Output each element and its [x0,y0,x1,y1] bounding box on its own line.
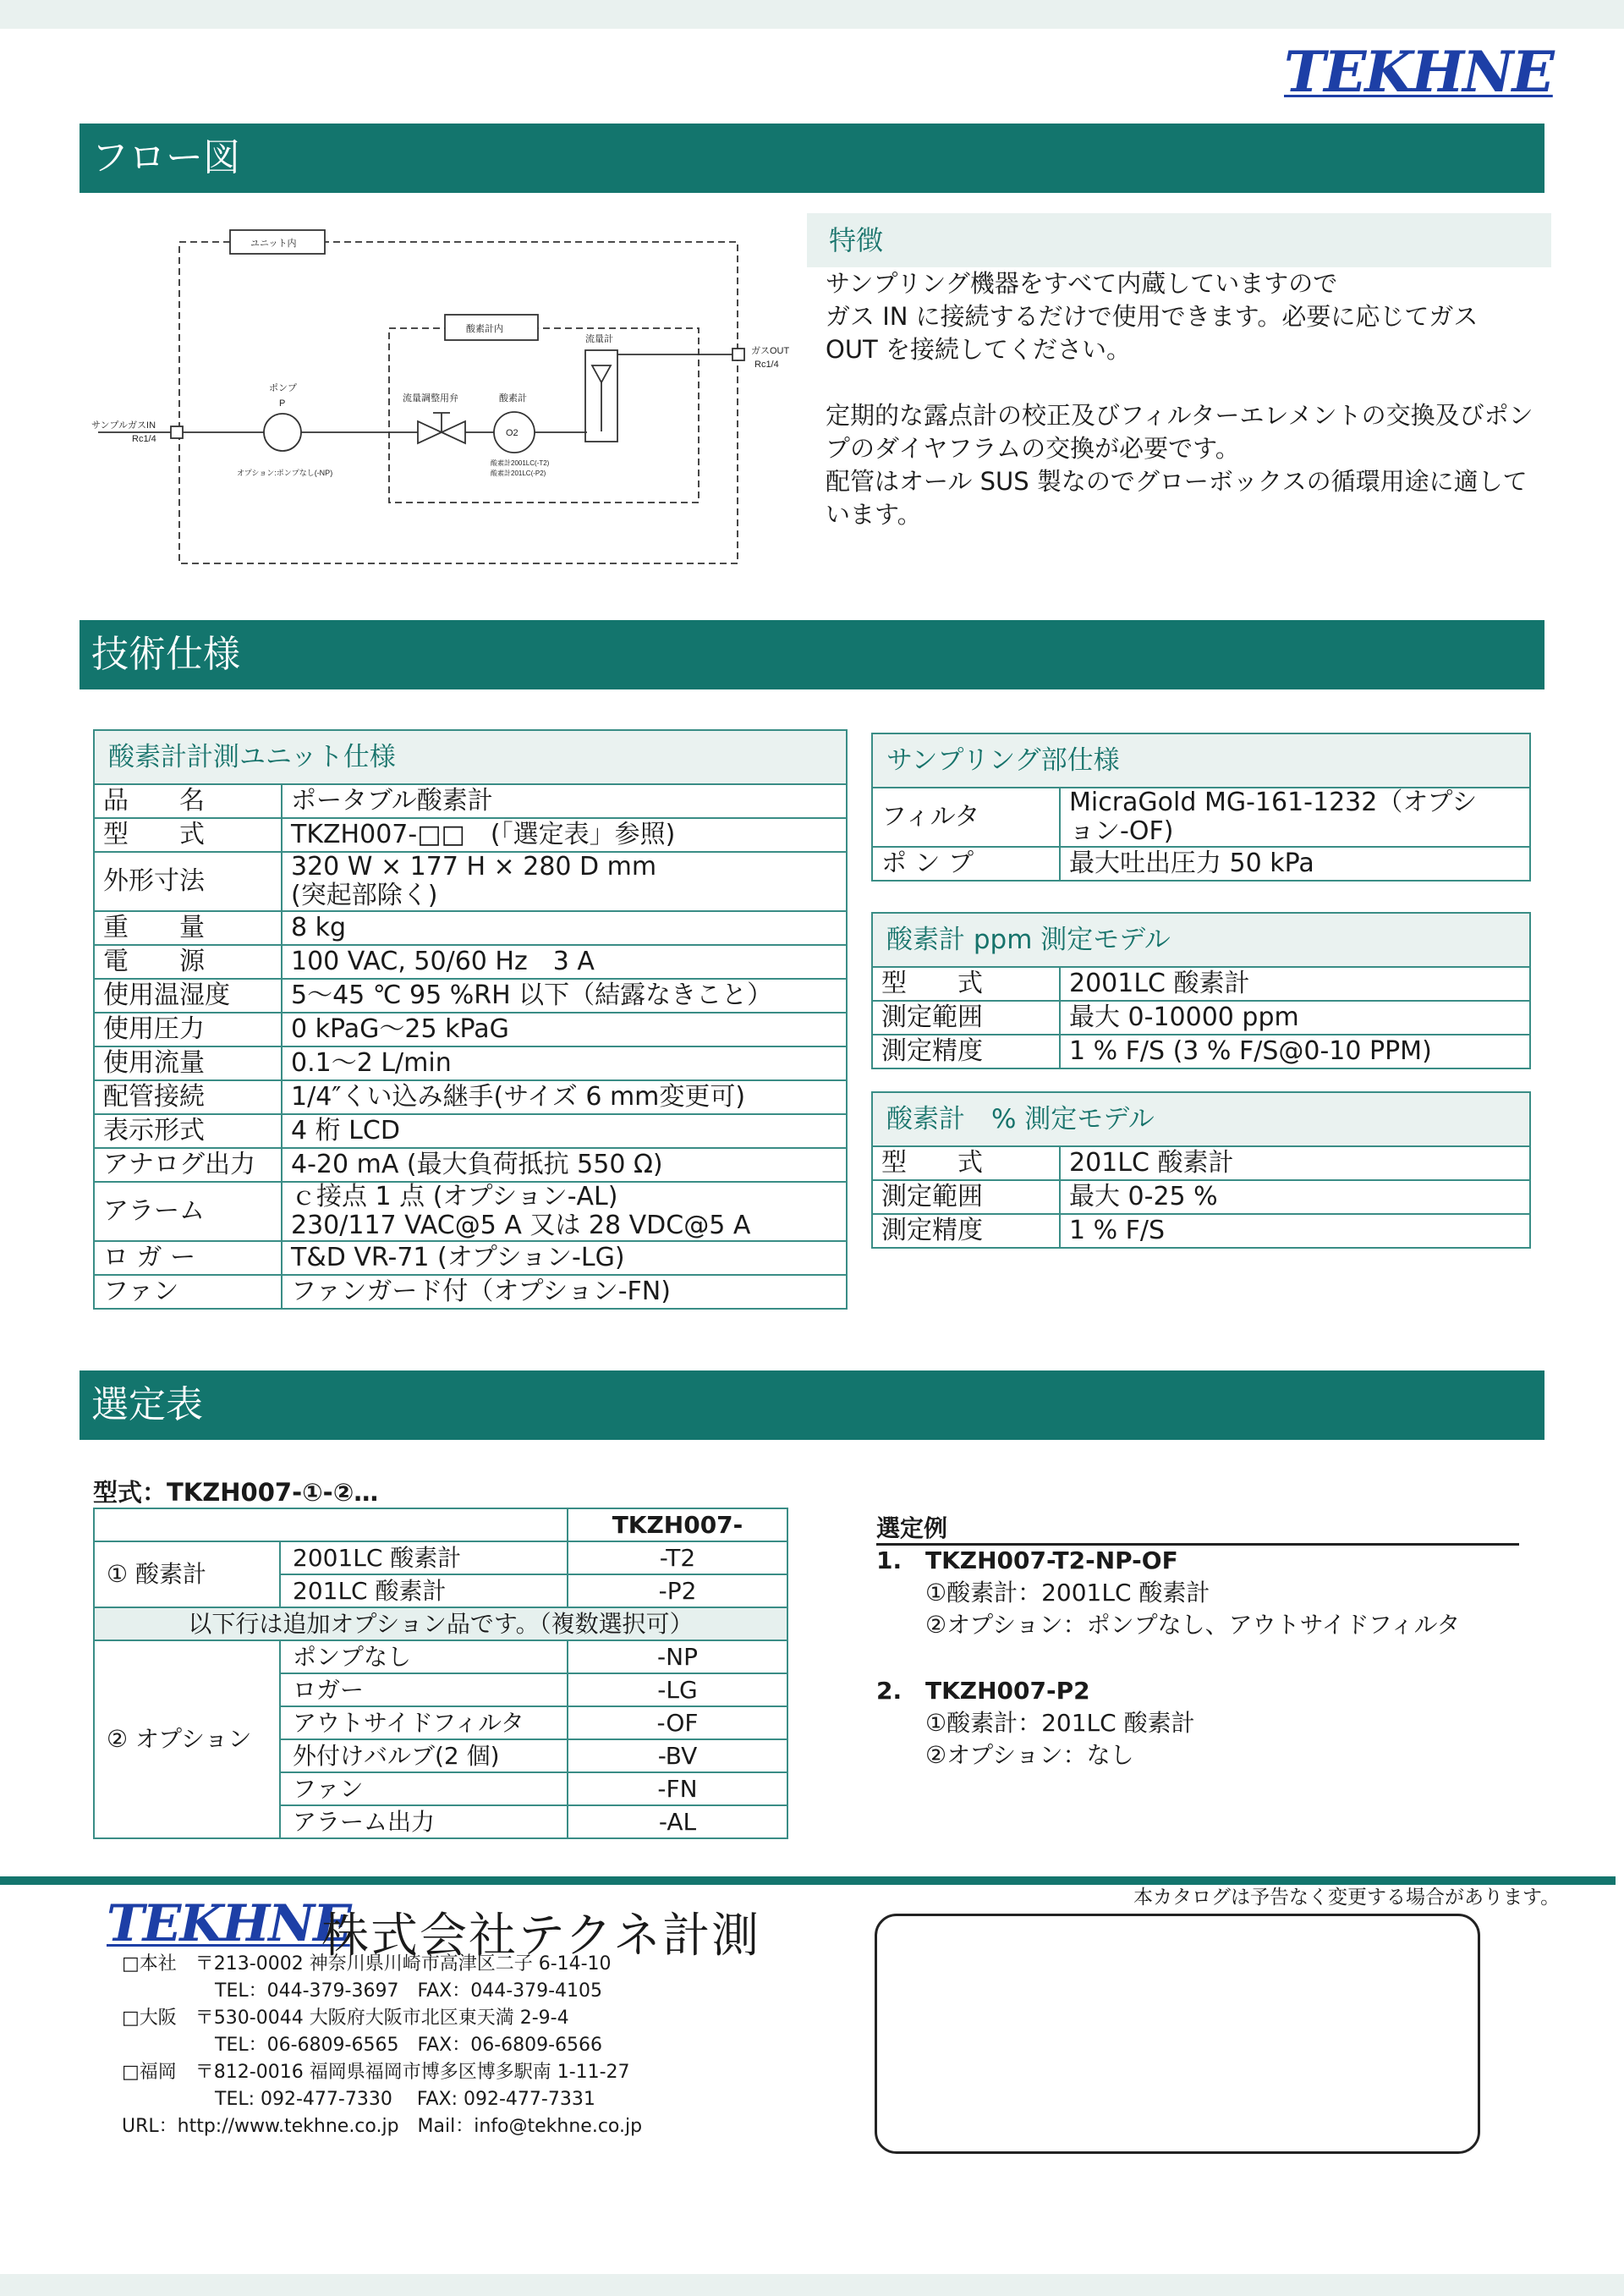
spec-key: 使用温湿度 [94,979,282,1013]
example-2-line-2: ②オプション：なし [925,1741,1134,1769]
features-body: サンプリング機器をすべて内蔵していますので ガス IN に接続するだけで使用できます。必要に応じてガス OUT を接続してください。 定期的な露点計の校正及びフィルターエレメントの交換及びポンプのダイヤフラムの交換が必要です。 配管はオール SUS 製なのでグローボックスの循環用途に適しています。 [826,269,1533,529]
company-name: 株式会社テクネ計測 [321,1909,761,1964]
contact-line: URL：http://www.tekhne.co.jp Mail：info@tekhne.co.jp [122,2116,643,2137]
spec-value: 最大 0-25 % [1060,1180,1530,1214]
table-row [872,1180,1530,1214]
valve-symbol [418,421,442,443]
spec-key: 表示形式 [94,1114,282,1148]
spec-value: ポータブル酸素計 [282,784,847,818]
spec-key: 使用圧力 [94,1013,282,1046]
table-row [94,1013,847,1046]
table-row [94,784,847,818]
spec-value: TKZH007-□□ (「選定表」参照) [282,818,847,852]
spec-value: 0 kPaG～25 kPaG [282,1013,847,1046]
spec-value-line: MicraGold MG-161-1232（オプシ [1069,788,1478,817]
spec-key: 電 源 [94,945,282,979]
top-band [0,0,1624,29]
option-code: -AL [568,1805,787,1838]
spec-value: ファンガード付（オプション-FN) [282,1275,847,1309]
spec-value: T&D VR-71 (オプション-LG) [282,1241,847,1275]
table-row [872,1001,1530,1035]
spec-key: 型 式 [94,818,282,852]
spec-value: 8 kg [282,911,847,945]
spec-key: フィルタ [872,788,1060,847]
option-code: -OF [568,1706,787,1739]
ppm-model-title: 酸素計 ppm 測定モデル [872,913,1530,967]
spec-value-line: ｃ接点 1 点 (オプション-AL) [291,1182,618,1211]
spec-key: 測定精度 [872,1035,1060,1068]
table-row [872,847,1530,881]
option-name: 外付けバルブ(2 個) [280,1739,568,1772]
table-row [872,1146,1530,1180]
example-1-number: 1. [876,1546,903,1574]
example-2-code: TKZH007-P2 [925,1677,1090,1705]
group-oxygen-meter: ① 酸素計 [94,1541,280,1607]
section-spec-title: 技術仕様 [80,620,1544,689]
option-code: -LG [568,1673,787,1706]
example-1-line-2: ②オプション：ポンプなし、アウトサイドフィルタ [925,1611,1461,1639]
pump-symbol [264,414,301,451]
table-row [94,911,847,945]
selection-table [93,1508,788,1839]
office-line: □本社 〒213-0002 神奈川県川崎市高津区二子 6-14-10 [122,1953,612,1975]
table-row [94,1046,847,1080]
header-blank [94,1508,568,1541]
spec-key: ポ ン プ [872,847,1060,881]
spec-value [282,1182,847,1241]
office-line: □福岡 〒812-0016 福岡県福岡市博多区博多駅南 1-11-27 [122,2062,630,2083]
option-code: -NP [568,1640,787,1673]
option-code: -FN [568,1772,787,1805]
table-row [94,979,847,1013]
option-name: 201LC 酸素計 [280,1574,568,1607]
table-row [872,1214,1530,1248]
table-row [872,788,1530,847]
diagram-flowmeter-label: 流量計 [585,334,613,344]
additional-options-note: 以下行は追加オプション品です。（複数選択可） [94,1607,787,1640]
flow-diagram [81,213,809,577]
spec-value-line: 230/117 VAC@5 A 又は 28 VDC@5 A [291,1211,751,1240]
option-code: -T2 [568,1541,787,1574]
example-1-line-1: ①酸素計：2001LC 酸素計 [925,1579,1210,1607]
diagram-pump-label: ポンプ [269,383,297,393]
spec-key: ロ ガ ー [94,1241,282,1275]
unit-spec-title: 酸素計計測ユニット仕様 [94,730,847,784]
spec-key: 測定範囲 [872,1001,1060,1035]
spec-key: 重 量 [94,911,282,945]
table-row [872,967,1530,1001]
option-name: ポンプなし [280,1640,568,1673]
spec-value-line: (突起部除く) [291,881,438,910]
sampling-spec-title: サンプリング部仕様 [872,733,1530,788]
spec-key: 品 名 [94,784,282,818]
table-row [94,1275,847,1309]
option-name: アウトサイドフィルタ [280,1706,568,1739]
spec-key: ファン [94,1275,282,1309]
table-row [94,1080,847,1114]
table-row [94,1182,847,1241]
section-selection-title: 選定表 [80,1370,1544,1440]
dealer-stamp-box [875,1914,1480,2154]
spec-value: 2001LC 酸素計 [1060,967,1530,1001]
spec-value-line: ョン-OF) [1069,816,1174,846]
unit-spec-table [93,729,848,1310]
section-flow-title: フロー図 [80,124,1544,193]
table-row [94,852,847,911]
spec-key: 測定精度 [872,1214,1060,1248]
example-1-code: TKZH007-T2-NP-OF [925,1546,1178,1574]
spec-key: 配管接続 [94,1080,282,1114]
spec-value: 最大 0-10000 ppm [1060,1001,1530,1035]
diagram-gas-in: サンプルガスIN [91,420,156,431]
footer-logo: TEKHNE [107,1894,350,1953]
diagram-meter-note-1: 酸素計2001LC(-T2) [491,459,550,467]
option-code: -BV [568,1739,787,1772]
table-row [94,1640,787,1673]
table-row [94,1508,787,1541]
spec-value: 最大吐出圧力 50 kPa [1060,847,1530,881]
spec-value: 5～45 ℃ 95 %RH 以下（結露なきこと） [282,979,847,1013]
spec-key: 型 式 [872,967,1060,1001]
diagram-oxygen-label: 酸素計内 [466,324,503,334]
spec-value: 1 % F/S [1060,1214,1530,1248]
diagram-gas-out-size: Rc1/4 [754,360,779,370]
group-options: ② オプション [94,1640,280,1838]
diagram-pump-note: オプション:ポンプなし(-NP) [237,469,333,477]
examples-title: 選定例 [876,1514,948,1542]
spec-value-line: 320 W × 177 H × 280 D mm [291,852,657,882]
spec-key: 外形寸法 [94,852,282,911]
ppm-model-table [871,912,1531,1069]
spec-value: 4 桁 LCD [282,1114,847,1148]
spec-key: アラーム [94,1182,282,1241]
diagram-meter-note-2: 酸素計201LC(-P2) [491,470,546,477]
spec-value: 201LC 酸素計 [1060,1146,1530,1180]
spec-key: 使用流量 [94,1046,282,1080]
example-2-number: 2. [876,1677,903,1705]
pct-model-title: 酸素計 % 測定モデル [872,1092,1530,1146]
table-row [94,1607,787,1640]
spec-key: 測定範囲 [872,1180,1060,1214]
diagram-o2-symbol: O2 [506,428,518,438]
option-name: アラーム出力 [280,1805,568,1838]
model-format: 型式：TKZH007-①-②… [93,1478,379,1507]
table-row [94,1241,847,1275]
unit-boundary [179,242,738,563]
option-name: ロガー [280,1673,568,1706]
diagram-valve-label: 流量調整用弁 [403,393,458,404]
catalog-notice: 本カタログは予告なく変更する場合があります。 [1133,1887,1561,1909]
office-line: TEL: 092-477-7330 FAX: 092-477-7331 [122,2089,595,2110]
code-header: TKZH007- [568,1508,787,1541]
office-line: TEL：044-379-3697 FAX：044-379-4105 [122,1980,603,2002]
brand-logo: TEKHNE [1284,39,1553,105]
spec-value [1060,788,1530,847]
table-row [94,818,847,852]
spec-key: アナログ出力 [94,1148,282,1182]
diagram-unit-label: ユニット内 [250,239,297,249]
option-name: ファン [280,1772,568,1805]
office-line: TEL：06-6809-6565 FAX：06-6809-6566 [122,2035,603,2056]
sampling-spec-table [871,733,1531,882]
spec-value: 4-20 mA (最大負荷抵抗 550 Ω) [282,1148,847,1182]
table-row [94,1148,847,1182]
table-row [94,945,847,979]
office-line: □大阪 〒530-0044 大阪府大阪市北区東天満 2-9-4 [122,2008,569,2029]
table-row [94,1541,787,1574]
spec-key: 型 式 [872,1146,1060,1180]
diagram-gas-out: ガスOUT [751,346,790,356]
spec-value: 100 VAC, 50/60 Hz 3 A [282,945,847,979]
table-row [872,1035,1530,1068]
option-name: 2001LC 酸素計 [280,1541,568,1574]
spec-value: 1/4″くい込み継手(サイズ 6 mm変更可) [282,1080,847,1114]
spec-value: 1 % F/S (3 % F/S@0-10 PPM) [1060,1035,1530,1068]
bottom-band [0,2274,1624,2296]
features-title: 特徴 [807,213,1551,267]
diagram-pump-symbol: P [279,398,286,409]
diagram-gas-in-size: Rc1/4 [132,434,156,444]
option-code: -P2 [568,1574,787,1607]
pct-model-table [871,1091,1531,1249]
example-2-line-1: ①酸素計：201LC 酸素計 [925,1709,1195,1737]
spec-value [282,852,847,911]
diagram-oxygen-meter: 酸素計 [499,393,527,404]
spec-value: 0.1～2 L/min [282,1046,847,1080]
table-row [94,1114,847,1148]
